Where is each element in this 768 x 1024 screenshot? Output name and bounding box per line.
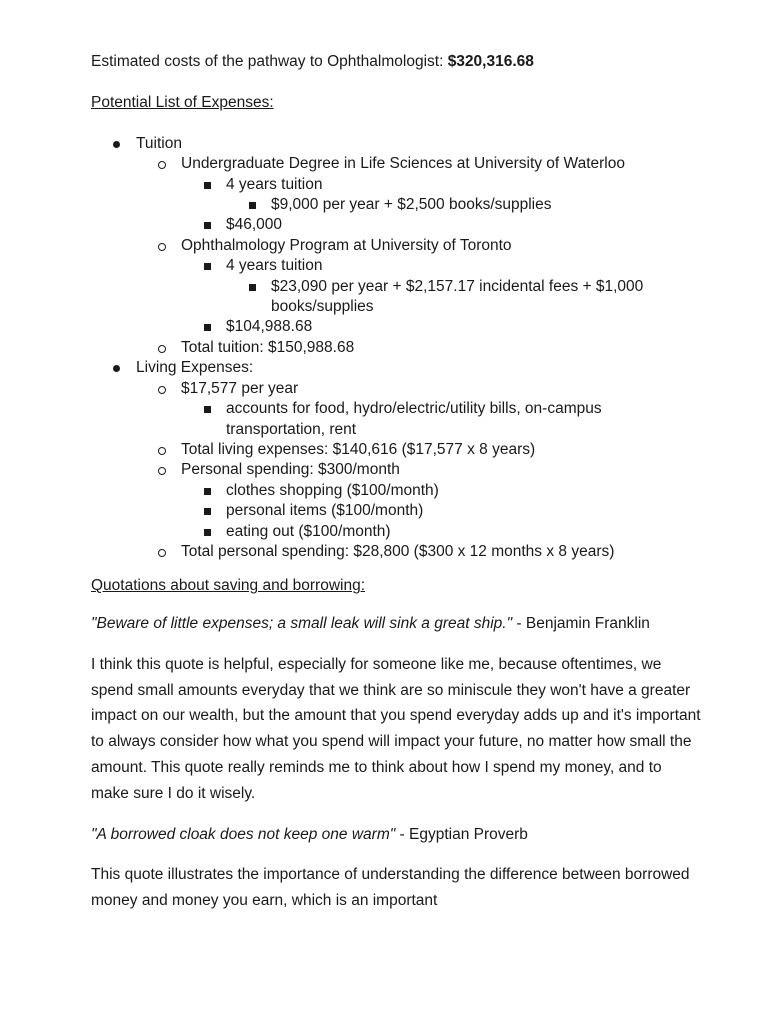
list-item: Total tuition: $150,988.68 [181, 338, 355, 356]
list-item: Undergraduate Degree in Life Sciences at University of Waterloo [181, 155, 625, 173]
reflection-1: I think this quote is helpful, especially for someone like me, because oftentimes, we spend small amounts everyday that we think are so miniscule they won't have a greater impact on our wealth, but the amount that you spend everyday adds up and it's important to always consider how what you spend will impact your future, no matter how small the amount. This quote really reminds me to think about how I spend my money, and to make sure I do it wisely. [91, 655, 701, 803]
list-item: Total personal spending: $28,800 ($300 x 12 months x 8 years) [181, 542, 615, 560]
list-item: $46,000 [226, 216, 283, 234]
list-item: 4 years tuition [226, 257, 323, 275]
list-item: $23,090 per year + $2,157.17 incidental fees + $1,000 books/supplies [271, 277, 644, 316]
list-item: $9,000 per year + $2,500 books/supplies [271, 196, 552, 214]
list-item: Personal spending: $300/month [181, 461, 400, 479]
list-item: 4 years tuition [226, 175, 323, 193]
expenses-heading: Potential List of Expenses: [91, 94, 274, 112]
list-item: Living Expenses: [136, 359, 254, 377]
quote-1 [91, 611, 701, 637]
quote-1-author: - Benjamin Franklin [512, 614, 650, 632]
document-page [91, 52, 701, 914]
quote-2 [91, 822, 701, 848]
summary-label: Estimated costs of the pathway to Ophthalmologist: [91, 53, 448, 70]
list-item: $104,988.68 [226, 318, 313, 336]
summary-total: $320,316.68 [447, 53, 534, 70]
quote-2-text: "A borrowed cloak does not keep one warm" [91, 826, 396, 844]
reflection-2: This quote illustrates the importance of understanding the difference between borrowed money and money you earn, which is an important [91, 866, 690, 909]
list-item: $17,577 per year [181, 379, 299, 397]
list-item: accounts for food, hydro/electric/utility bills, on-campus transportation, rent [226, 400, 602, 438]
list-item: personal items ($100/month) [226, 502, 424, 520]
summary-line [91, 52, 701, 72]
list-item: Ophthalmology Program at University of Toronto [181, 236, 512, 254]
expense-list [91, 134, 701, 563]
list-item: clothes shopping ($100/month) [226, 481, 439, 499]
quotes-heading: Quotations about saving and borrowing: [91, 577, 366, 595]
list-item: eating out ($100/month) [226, 522, 391, 540]
quote-1-text: "Beware of little expenses; a small leak will sink a great ship." [91, 614, 513, 632]
list-item: Total living expenses: $140,616 ($17,577 x 8 years) [181, 440, 536, 458]
quote-2-author: - Egyptian Proverb [395, 826, 528, 844]
list-item: Tuition [136, 134, 182, 152]
